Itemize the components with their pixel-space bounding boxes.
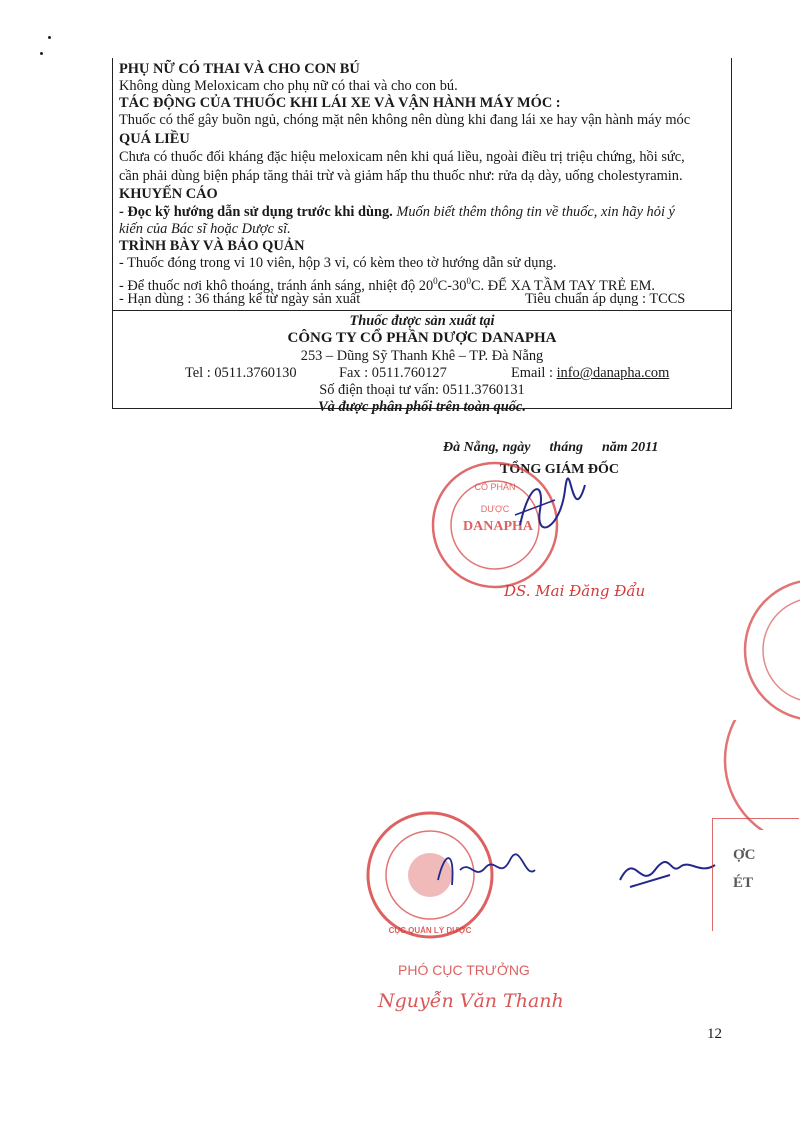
pregnancy-text: Không dùng Meloxicam cho phụ nữ có thai và cho con bú. <box>119 78 458 94</box>
content-box <box>112 58 732 415</box>
advice-italic-1: Muốn biết thêm thông tin về thuốc, xin hãy hỏi ý <box>392 204 675 220</box>
expiry-line: - Hạn dùng : 36 tháng kể từ ngày sản xuất <box>119 291 361 307</box>
distribution: Và được phân phối trên toàn quốc. <box>318 399 526 415</box>
scan-speck <box>48 36 51 39</box>
company-stamp-text: DANAPHA <box>463 519 533 534</box>
tel: Tel : 0511.3760130 <box>185 365 297 381</box>
authority-box-fragment <box>712 818 799 931</box>
storage-line-1: - Thuốc đóng trong vỉ 10 viên, hộp 3 vỉ, có kèm theo tờ hướng dẫn sử dụng. <box>119 255 557 271</box>
month-word: tháng <box>549 440 583 455</box>
storage-line-2-pre: - Để thuốc nơi khô thoáng, tránh ánh sáng, nhiệt độ 20 <box>119 277 434 294</box>
deputy-name: Nguyễn Văn Thanh <box>378 990 564 1012</box>
overdose-title: QUÁ LIỀU <box>119 131 190 147</box>
email-label: Email : <box>511 365 557 381</box>
director-signature <box>510 470 590 540</box>
company-address: 253 – Dũng Sỹ Thanh Khê – TP. Đà Nẵng <box>300 348 544 364</box>
page-number: 12 <box>707 1026 722 1042</box>
advice-italic-2: kiến của Bác sĩ hoặc Dược sĩ. <box>119 221 291 237</box>
fax: Fax : 0511.760127 <box>339 365 447 381</box>
fragment-text-2: ÉT <box>733 875 754 891</box>
svg-text:CỔ PHẦN: CỔ PHẦN <box>474 482 516 492</box>
place-date-prefix: Đà Nẵng, ngày <box>443 440 531 455</box>
pregnancy-title: PHỤ NỮ CÓ THAI VÀ CHO CON BÚ <box>119 61 360 77</box>
made-by: Thuốc được sản xuất tại <box>349 313 495 329</box>
advice-title: KHUYẾN CÁO <box>119 186 218 202</box>
storage-title: TRÌNH BÀY VÀ BẢO QUẢN <box>119 238 305 254</box>
scan-speck <box>40 52 43 55</box>
director-name: DS. Mai Đăng Đẩu <box>504 582 646 600</box>
standard-line: Tiêu chuẩn áp dụng : TCCS <box>525 291 686 307</box>
driving-text: Thuốc có thể gây buồn ngủ, chóng mặt nên không nên dùng khi đang lái xe hay vận hành máy móc <box>119 112 691 128</box>
fragment-text-1: ỢC <box>733 847 756 863</box>
authority-signature-1 <box>430 840 540 900</box>
degree-sup: 0 <box>466 276 471 286</box>
overdose-line-2: cần phải dùng biện pháp tăng thải trừ và giảm hấp thu thuốc như: rửa dạ dày, uống cholestyramin. <box>119 168 683 184</box>
section-divider <box>113 310 731 311</box>
deputy-title: PHÓ CỤC TRƯỞNG <box>398 962 530 978</box>
email-link[interactable]: info@danapha.com <box>556 365 670 381</box>
director-title: TỔNG GIÁM ĐỐC <box>500 462 619 477</box>
degree-sup: 0 <box>433 276 438 286</box>
authority-signature-2 <box>610 845 720 900</box>
authority-stamp-text: CỤC QUẢN LÝ DƯỢC <box>388 926 472 935</box>
storage-line-2-post: C. ĐỂ XA TẦM TAY TRẺ EM. <box>470 277 656 294</box>
overdose-line-1: Chưa có thuốc đối kháng đặc hiệu meloxicam nên khi quá liều, ngoài điều trị triệu chứng, hồi sức, <box>119 149 685 165</box>
svg-text:DƯỢC: DƯỢC <box>480 504 510 514</box>
partial-stamp-right-1 <box>715 575 800 725</box>
storage-line-2-mid: C-30 <box>437 277 467 294</box>
partial-stamp-right-2 <box>710 720 800 830</box>
advice-bold: - Đọc kỹ hướng dẫn sử dụng trước khi dùng. <box>119 204 393 220</box>
email <box>511 365 669 382</box>
company-name: CÔNG TY CỔ PHẦN DƯỢC DANAPHA <box>287 330 557 346</box>
advice-line-1 <box>119 204 675 221</box>
year: năm 2011 <box>601 440 659 455</box>
hotline: Số điện thoại tư vấn: 0511.3760131 <box>319 382 525 398</box>
driving-title: TÁC ĐỘNG CỦA THUỐC KHI LÁI XE VÀ VẬN HÀNH MÁY MÓC : <box>119 95 561 111</box>
